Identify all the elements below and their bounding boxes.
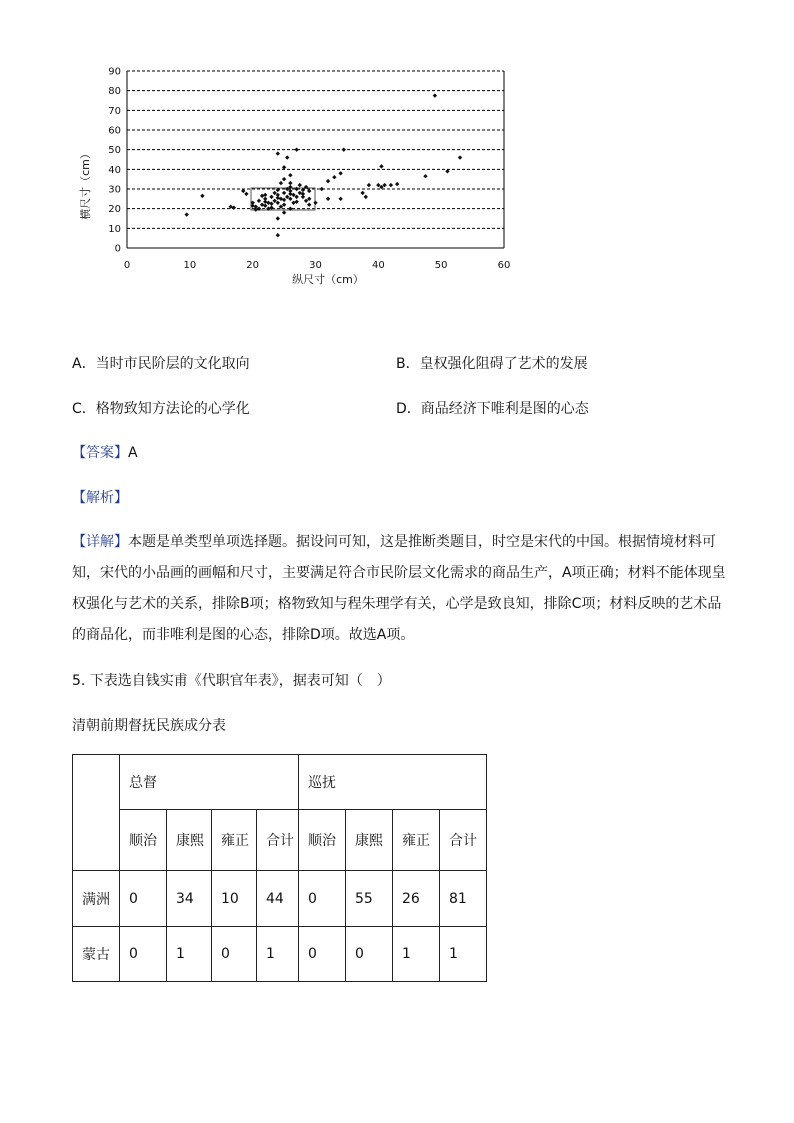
y-tick-label: 90 [108, 66, 121, 78]
scatter-point [307, 203, 311, 207]
y-tick-label: 40 [108, 164, 121, 176]
header-governor-general: 总督 [120, 755, 299, 810]
x-axis-ticks [124, 260, 511, 271]
table-corner-cell [73, 755, 120, 871]
scatter-point [364, 195, 368, 199]
scatter-point [184, 212, 188, 216]
table-title: 清朝前期督抚民族成分表 [72, 718, 226, 734]
subheader-cell: 合计 [440, 810, 487, 871]
scatter-point [338, 197, 342, 201]
scatter-point [298, 183, 302, 187]
scatter-point [332, 175, 336, 179]
scatter-point [379, 164, 383, 168]
table-cell: 1 [167, 927, 212, 982]
scatter-point [269, 195, 273, 199]
table-cell: 0 [299, 927, 346, 982]
y-axis-label: 横尺寸（cm） [79, 148, 92, 220]
table-cell: 44 [257, 871, 299, 927]
row-label: 蒙古 [73, 927, 120, 982]
scatter-point [294, 147, 298, 151]
table-cell: 0 [120, 871, 167, 927]
answer-value: A [128, 445, 138, 461]
y-tick-label: 70 [108, 105, 121, 117]
scatter-point [244, 192, 248, 196]
y-tick-label: 50 [108, 145, 121, 157]
subheader-cell: 雍正 [212, 810, 257, 871]
table-cell: 1 [440, 927, 487, 982]
option-c: C．格物致知方法论的心学化 [72, 401, 250, 417]
x-tick-label: 60 [497, 260, 511, 271]
scatter-point [200, 194, 204, 198]
scatter-point [395, 182, 399, 186]
detail-label: 【详解】 [72, 534, 128, 550]
scatter-point [279, 181, 283, 185]
scatter-point [282, 191, 286, 195]
subheader-cell: 雍正 [393, 810, 440, 871]
scatter-point [257, 199, 261, 203]
subheader-cell: 顺治 [120, 810, 167, 871]
answer-label: 【答案】 [72, 445, 128, 461]
table-cell: 0 [346, 927, 393, 982]
scatter-point [433, 93, 437, 97]
table-cell: 10 [212, 871, 257, 927]
scatter-point [326, 179, 330, 183]
scatter-point [338, 171, 342, 175]
scatter-chart [70, 60, 530, 300]
subheader-cell: 合计 [257, 810, 299, 871]
table-cell: 0 [212, 927, 257, 982]
y-tick-label: 60 [108, 125, 121, 137]
y-tick-label: 30 [108, 184, 121, 196]
table-cell: 55 [346, 871, 393, 927]
x-tick-label: 0 [123, 260, 131, 271]
data-points [184, 93, 462, 237]
question-5: 5. 下表选自钱实甫《代职官年表》，据表可知（ ） [72, 673, 391, 689]
scatter-point [389, 183, 393, 187]
scatter-point [282, 177, 286, 181]
x-tick-label: 40 [371, 260, 385, 271]
scatter-point [294, 187, 298, 191]
scatter-point [276, 233, 280, 237]
scatter-point [288, 173, 292, 177]
scatter-point [458, 155, 462, 159]
option-d: D．商品经济下唯利是图的心态 [396, 401, 589, 417]
y-axis-ticks [108, 67, 121, 255]
table-cell: 34 [167, 871, 212, 927]
header-governor: 巡抚 [299, 755, 487, 810]
y-tick-label: 20 [108, 204, 121, 216]
table-cell: 0 [120, 927, 167, 982]
x-axis-label: 纵尺寸（cm） [292, 273, 364, 286]
row-label: 满洲 [73, 871, 120, 927]
option-a: A．当时市民阶层的文化取向 [72, 356, 250, 372]
table-cell: 1 [257, 927, 299, 982]
y-tick-label: 80 [108, 86, 121, 98]
subheader-cell: 康熙 [346, 810, 393, 871]
y-tick-label: 10 [108, 223, 121, 235]
scatter-point [288, 181, 292, 185]
table-cell: 26 [393, 871, 440, 927]
subheader-cell: 康熙 [167, 810, 212, 871]
detail-text: 本题是单类型单项选择题。据设问可知，这是推断类题目，时空是宋代的中国。根据情境材料可知，宋代的小品画的画幅和尺寸，主要满足符合市民阶层文化需求的商品生产，A项正确；材料不能体现皇权强化与艺术的关系，排除B项；格物致知与程朱理学有关，心学是致良知，排除C项；材料反映的艺术品的商品化，而非唯利是图的心态，排除D项。故选A项。 [72, 534, 726, 643]
scatter-point [276, 151, 280, 155]
analysis-label: 【解析】 [72, 490, 128, 506]
table-row [73, 871, 487, 927]
scatter-point [423, 174, 427, 178]
x-tick-label: 10 [183, 260, 197, 271]
detail-paragraph [72, 527, 732, 651]
table-cell: 1 [393, 927, 440, 982]
grid-lines [127, 71, 504, 248]
x-tick-label: 50 [434, 260, 448, 271]
scatter-point [282, 210, 286, 214]
scatter-point [360, 191, 364, 195]
x-tick-label: 20 [246, 260, 260, 271]
scatter-point [313, 201, 317, 205]
scatter-point [285, 155, 289, 159]
scatter-point [320, 187, 324, 191]
y-tick-label: 0 [114, 243, 121, 255]
table-row [73, 927, 487, 982]
x-tick-label: 30 [309, 260, 322, 271]
answer-line [72, 442, 138, 462]
table-cell: 81 [440, 871, 487, 927]
scatter-point [342, 147, 346, 151]
scatter-point [367, 183, 371, 187]
subheader-cell: 顺治 [299, 810, 346, 871]
option-b: B．皇权强化阻碍了艺术的发展 [396, 356, 588, 372]
scatter-point [326, 197, 330, 201]
table-cell: 0 [299, 871, 346, 927]
ethnicity-table [72, 754, 487, 982]
scatter-point [276, 216, 280, 220]
